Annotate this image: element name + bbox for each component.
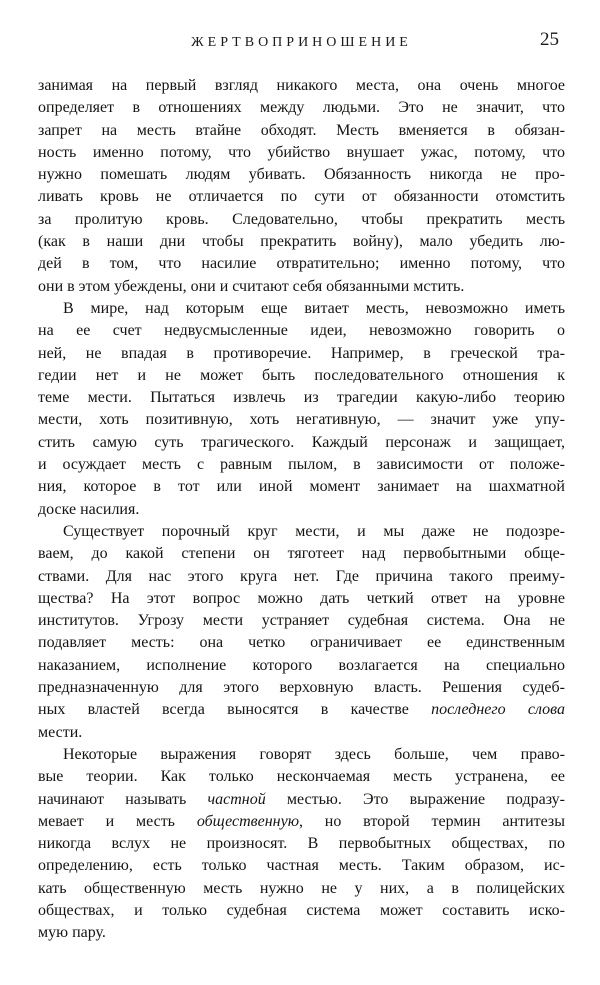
body-text-segment: ния, которое в тот или иной момент занимает на шахматной [38, 478, 565, 496]
body-text-segment: В мире, над которым еще витает месть, невозможно иметь [63, 299, 565, 317]
text-line [38, 900, 565, 922]
text-line [38, 454, 565, 476]
text-line [38, 75, 565, 97]
emphasized-text: последнего слова [431, 701, 565, 719]
text-line [38, 521, 565, 543]
body-text-segment: за пролитую кровь. Следовательно, чтобы прекратить месть [38, 210, 565, 228]
body-text-segment: предназначенную для этого верховную власть. Решения судеб- [38, 679, 565, 697]
text-line [38, 231, 565, 253]
text-line [38, 365, 565, 387]
body-text-segment: вые теории. Как только нескончаемая месть устранена, ее [38, 768, 565, 786]
body-text-segment: кать общественную месть нужно не у них, а в полицейских [38, 879, 565, 897]
body-text-segment: и осуждает месть с равным пылом, в зависимости от положе- [38, 456, 565, 474]
body-text-segment: начинают называть [38, 790, 208, 808]
body-text-segment: ливать кровь не отличается по сути от обязанности отомстить [38, 188, 565, 206]
body-text-segment: теме мести. Пытаться извлечь из трагедии какую-либо теорию [38, 389, 565, 407]
text-line [38, 566, 565, 588]
text-line [38, 276, 565, 298]
body-text-segment: щества? На этот вопрос можно дать четкий ответ на уровне [38, 589, 565, 607]
text-line [38, 811, 565, 833]
body-text-segment: дей в том, что насилие отвратительно; именно потому, что [38, 255, 565, 273]
body-text-segment: определяет в отношениях между людьми. Это не значит, что [38, 99, 565, 117]
chapter-title: ЖЕРТВОПРИНОШЕНИЕ [191, 35, 412, 50]
body-text-segment: мести, хоть позитивную, хоть негативную, — значит уже упу- [38, 411, 565, 429]
body-text-segment: ных властей всегда выносятся в качестве [38, 701, 432, 719]
text-line [38, 432, 565, 454]
body-text-segment: мую пару. [38, 924, 106, 942]
emphasized-text: общественную [196, 812, 299, 830]
text-line [38, 722, 565, 744]
emphasized-text: частной [207, 790, 266, 808]
text-line [38, 610, 565, 632]
text-line [38, 922, 565, 944]
text-line [38, 476, 565, 498]
body-text-segment: занимая на первый взгляд никакого места, она очень многое [38, 77, 565, 94]
page-number: 25 [540, 29, 559, 50]
body-text-segment: ваем, до какой степени он тяготеет над первобытными обще- [38, 545, 565, 563]
body-text-segment: местью. Это выражение подразу- [265, 790, 565, 808]
body-text-segment: гедии нет и не может быть последовательного отношения к [38, 366, 565, 384]
body-text-segment: запрет на месть втайне обходят. Месть вменяется в обязан- [38, 121, 565, 139]
body-text-segment: они в этом убеждены, они и считают себя обязанными мстить. [38, 277, 465, 295]
text-line [38, 855, 565, 877]
body-text-segment: ней, не впадая в противоречие. Например, в греческой тра- [38, 344, 565, 362]
text-line [38, 164, 565, 186]
text-line [38, 878, 565, 900]
body-text-segment: , но второй термин антитезы [298, 812, 566, 830]
body-text-segment: подавляет месть: она четко ограничивает ее единственным [38, 634, 565, 652]
body-text-segment: Существует порочный круг мести, и мы даже не подозре- [63, 522, 565, 540]
text-line [38, 588, 565, 610]
body-text-segment: доске насилия. [38, 500, 140, 518]
body-text-segment: ность именно потому, что убийство внушает ужас, потому, что [38, 143, 565, 161]
paragraph [38, 75, 565, 298]
text-line [38, 209, 565, 231]
text-line [38, 320, 565, 342]
body-text-segment: институтов. Угрозу мести устраняет судебная система. Она не [38, 612, 565, 630]
text-line [38, 699, 565, 721]
text-line [38, 298, 565, 320]
paragraph [38, 298, 565, 521]
text-line [38, 343, 565, 365]
paragraph [38, 744, 565, 945]
text-line [38, 499, 565, 521]
text-line [38, 789, 565, 811]
text-line [38, 253, 565, 275]
paragraph [38, 521, 565, 744]
text-line [38, 142, 565, 164]
body-text-segment: никогда вслух не произносят. В первобытных обществах, по [38, 835, 565, 853]
text-line [38, 766, 565, 788]
body-text-segment: нужно помешать людям убивать. Обязанность никогда не про- [38, 166, 565, 184]
text-line [38, 409, 565, 431]
text-line [38, 543, 565, 565]
body-text-segment: наказанием, исполнение которого возлагается на специально [38, 656, 565, 674]
text-line [38, 387, 565, 409]
text-line [38, 833, 565, 855]
body-text-segment: Некоторые выражения говорят здесь больше, чем право- [63, 745, 565, 763]
body-text-segment: мевает и месть [38, 812, 197, 830]
text-line [38, 632, 565, 654]
text-line [38, 97, 565, 119]
body-text-segment: на ее счет недвусмысленные идеи, невозможно говорить о [38, 322, 565, 340]
body-text-segment: ствами. Для нас этого круга нет. Где причина такого преиму- [38, 567, 565, 585]
body-text-segment: (как в наши дни чтобы прекратить войну), мало убедить лю- [38, 233, 565, 251]
body-text-segment: мести. [38, 723, 83, 741]
text-line [38, 655, 565, 677]
page-body [38, 75, 565, 945]
text-line [38, 120, 565, 142]
text-line [38, 677, 565, 699]
body-text-segment: обществах, и только судебная система может составить иско- [38, 901, 565, 919]
text-line [38, 186, 565, 208]
body-text-segment: определению, есть только частная месть. Таким образом, ис- [38, 857, 565, 875]
text-line [38, 744, 565, 766]
body-text-segment: стить самую суть трагического. Каждый персонаж и защищает, [38, 433, 565, 451]
running-head [38, 29, 565, 59]
